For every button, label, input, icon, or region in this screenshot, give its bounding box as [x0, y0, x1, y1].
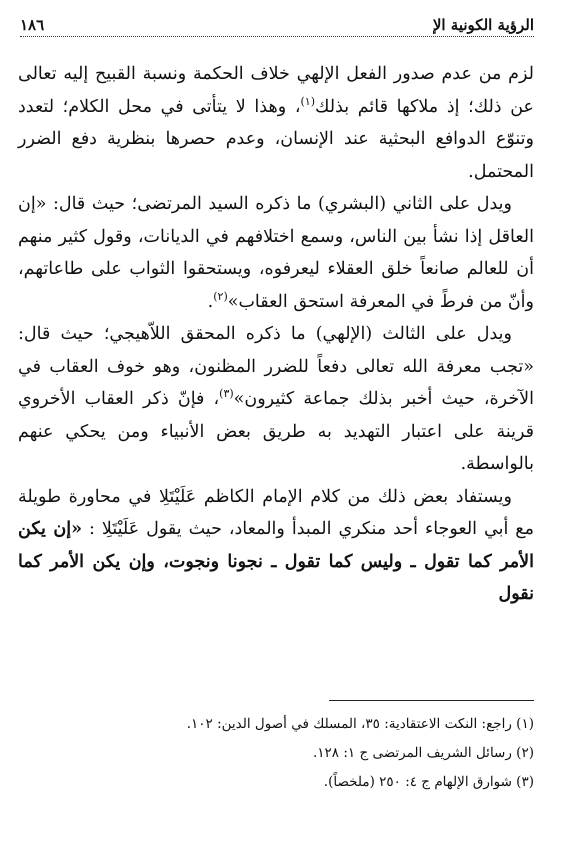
paragraph-text-continued: ، فإنّ ذكر العقاب الأخروي قرينة على اعتبار التهديد به طريق بعض الأنبياء ومن يحكي عنهم بالواسطة. — [18, 389, 534, 474]
paragraph-text: لزم من عدم صدور الفعل الإلهي خلاف الحكمة ونسبة القبيح إليه تعالى عن ذلك؛ إذ ملاكها قائم بذلك — [18, 64, 534, 117]
footnote-marker: (٢) — [213, 289, 228, 303]
body-text — [18, 58, 534, 611]
paragraph — [18, 188, 534, 318]
paragraph-text: ويدل على الثالث (الإلهي) ما ذكره المحقق اللاّهيجي؛ حيث قال: «تجب معرفة الله تعالى دفعاً للضرر المظنون، وهو خوف العقاب في الآخرة، حيث أخبر بذلك جماعة كثيرون» — [18, 324, 534, 409]
bold-quote: «إن يكن الأمر كما تقول ـ وليس كما تقول ـ نجونا ونجوت، وإن يكن الأمر كما نقول — [18, 519, 534, 604]
paragraph — [18, 58, 534, 188]
page-number: ١٨٦ — [20, 16, 45, 34]
paragraph-text: ويدل على الثاني (البشري) ما ذكره السيد المرتضى؛ حيث قال: «إن العاقل إذا نشأ بين الناس، وسمع اختلافهم في الديانات، وقول كثير منهم أن للعالم صانعاً خلق العقلاء ليعرفوه، ويستحقوا الثواب على طاعاتهم، وأنّ من فرطً في المعرفة استحق العقاب» — [18, 194, 534, 312]
footnote: (٣) شوارق الإلهام ج ٤: ٢٥٠ (ملخصاً). — [323, 774, 534, 790]
paragraph — [18, 318, 534, 481]
footnote-marker: (١) — [300, 94, 315, 108]
footnote-marker: (٣) — [219, 387, 234, 401]
running-title: الرؤية الكونية الإ — [432, 16, 534, 34]
paragraph-text-continued: ، وهذا لا يتأتى في محل الكلام؛ لتعدد وتنوّع الدوافع البحثية عند الإنسان، وعدم حصرها بنظرية دفع الضرر المحتمل. — [18, 96, 534, 182]
page-header — [20, 10, 534, 37]
footnotes — [20, 710, 534, 797]
paragraph-text-continued: . — [207, 291, 214, 312]
footnote: (٢) رسائل الشريف المرتضى ج ١: ١٢٨. — [312, 745, 534, 761]
footnote: (١) راجع: النكت الاعتقادية: ٣٥، المسلك في أصول الدين: ١٠٢. — [186, 716, 534, 732]
footnote-divider — [329, 700, 534, 701]
paragraph-text: ويستفاد بعض ذلك من كلام الإمام الكاظم عَلَيْتَلِا في محاورة طويلة مع أبي العوجاء أحد منكري المبدأ والمعاد، حيث يقول عَلَيْتَلِا : — [18, 486, 534, 539]
paragraph — [18, 481, 534, 611]
